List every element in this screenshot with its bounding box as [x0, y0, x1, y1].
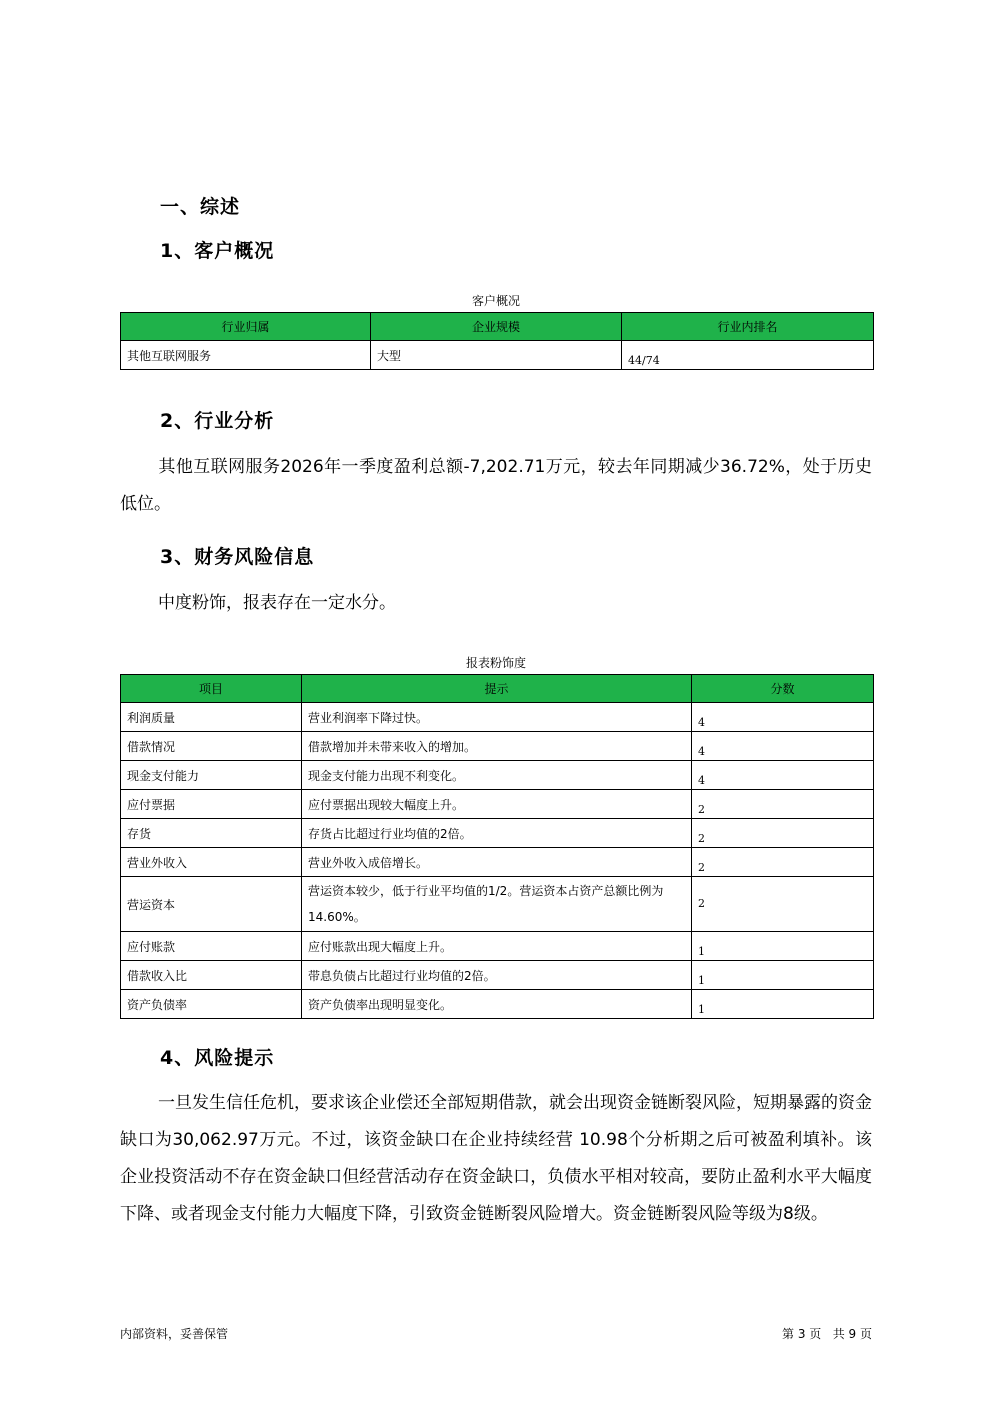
item-cell: 借款收入比 [121, 961, 302, 990]
item-cell: 存货 [121, 819, 302, 848]
table-row [121, 341, 874, 370]
whitewash-table [120, 674, 874, 1019]
table-row [121, 848, 874, 877]
score-cell: 4 [692, 732, 874, 761]
table-row [121, 790, 874, 819]
industry-text: 其他互联网服务2026年一季度盈利总额-7,202.71万元，较去年同期减少36.72%，处于历史低位。 [120, 457, 872, 514]
table-row [121, 703, 874, 732]
hint-cell: 带息负债占比超过行业均值的2倍。 [302, 961, 692, 990]
table-row [121, 990, 874, 1019]
client-table [120, 312, 874, 370]
client-table-caption: 客户概况 [471, 294, 520, 308]
table-row [121, 732, 874, 761]
score-cell: 2 [692, 819, 874, 848]
hint-cell: 应付票据出现较大幅度上升。 [302, 790, 692, 819]
industry-paragraph [120, 449, 872, 523]
hint-cell: 资产负债率出现明显变化。 [302, 990, 692, 1019]
column-header: 项目 [121, 675, 302, 703]
hint-cell: 存货占比超过行业均值的2倍。 [302, 819, 692, 848]
risk-tip-text: 一旦发生信任危机，要求该企业偿还全部短期借款，就会出现资金链断裂风险，短期暴露的资金缺口为30,062.97万元。不过，该资金缺口在企业持续经营 10.98个分析期之后可被盈利填补。该企业投资活动不存在资金缺口但经营活动存在资金缺口，负债水平相对较高，要防止盈利水平大幅度下降、或者现金支付能力大幅度下降，引致资金链断裂风险增大。资金链断裂风险等级为8级。 [120, 1093, 872, 1224]
hint-cell: 借款增加并未带来收入的增加。 [302, 732, 692, 761]
score-cell: 4 [692, 703, 874, 732]
item-cell: 借款情况 [121, 732, 302, 761]
section-title-industry: 2、行业分析 [160, 410, 275, 432]
table-row [121, 932, 874, 961]
whitewash-table-caption: 报表粉饰度 [465, 656, 526, 670]
hint-cell: 营业外收入成倍增长。 [302, 848, 692, 877]
table-row [121, 961, 874, 990]
section-title-risk-tip: 4、风险提示 [160, 1047, 275, 1069]
column-header: 分数 [692, 675, 874, 703]
rank-cell: 44/74 [622, 341, 874, 370]
column-header: 提示 [302, 675, 692, 703]
footer-confidential: 内部资料，妥善保管 [120, 1327, 229, 1341]
hint-cell: 营业利润率下降过快。 [302, 703, 692, 732]
table-header-row [121, 313, 874, 341]
industry-cell: 其他互联网服务 [121, 341, 371, 370]
table-row [121, 877, 874, 932]
scale-cell: 大型 [371, 341, 622, 370]
score-cell: 4 [692, 761, 874, 790]
score-cell: 2 [692, 848, 874, 877]
item-cell: 应付票据 [121, 790, 302, 819]
item-cell: 营业外收入 [121, 848, 302, 877]
section-title-client: 1、客户概况 [160, 240, 275, 262]
score-cell: 1 [692, 932, 874, 961]
column-header: 行业归属 [121, 313, 371, 341]
item-cell: 利润质量 [121, 703, 302, 732]
hint-cell: 现金支付能力出现不利变化。 [302, 761, 692, 790]
score-cell: 1 [692, 961, 874, 990]
score-cell: 2 [692, 790, 874, 819]
item-cell: 应付账款 [121, 932, 302, 961]
hint-cell: 应付账款出现大幅度上升。 [302, 932, 692, 961]
risk-tip-paragraph [120, 1085, 872, 1233]
score-cell: 1 [692, 990, 874, 1019]
column-header: 行业内排名 [622, 313, 874, 341]
table-row [121, 819, 874, 848]
risk-info-text: 中度粉饰，报表存在一定水分。 [158, 593, 396, 613]
column-header: 企业规模 [371, 313, 622, 341]
score-cell: 2 [692, 877, 874, 932]
hint-cell: 营运资本较少，低于行业平均值的1/2。营运资本占资产总额比例为14.60%。 [302, 877, 692, 932]
table-row [121, 761, 874, 790]
section-title-overview: 一、综述 [160, 196, 241, 218]
risk-info-paragraph [120, 585, 872, 622]
item-cell: 营运资本 [121, 877, 302, 932]
item-cell: 现金支付能力 [121, 761, 302, 790]
footer-page-number: 第 3 页 共 9 页 [782, 1327, 872, 1341]
table-header-row [121, 675, 874, 703]
item-cell: 资产负债率 [121, 990, 302, 1019]
section-title-risk-info: 3、财务风险信息 [160, 546, 315, 568]
